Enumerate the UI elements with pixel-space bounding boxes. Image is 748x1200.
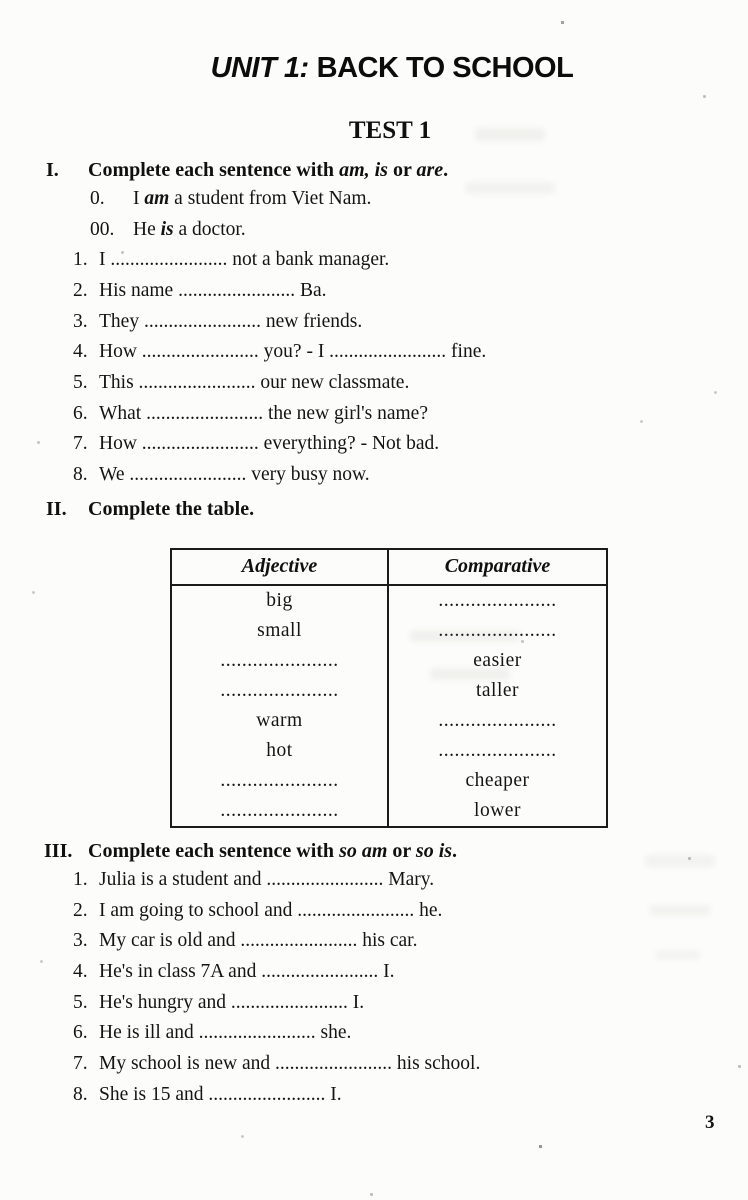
item-sentence: She is 15 and ........................ I.	[99, 1083, 342, 1105]
item-number: 4.	[73, 960, 88, 982]
item-number: 2.	[73, 899, 88, 921]
item-sentence: How ........................ everything? - Not bad.	[99, 433, 440, 455]
comparative-cell: lower	[474, 799, 521, 821]
item-number: 1.	[73, 249, 88, 271]
item-sentence: My school is new and ........................ his school.	[99, 1053, 481, 1075]
item-sentence: We ........................ very busy now.	[99, 464, 370, 486]
comparative-cell: ......................	[438, 589, 557, 611]
example-row	[0, 215, 748, 246]
exercise-item	[0, 1049, 748, 1080]
unit-number-label: UNIT 1:	[210, 52, 309, 84]
test-title: TEST 1	[348, 117, 432, 144]
item-sentence: He's in class 7A and ........................ I.	[99, 960, 395, 982]
heading-text-part: or	[387, 159, 417, 181]
adjective-cell: ......................	[171, 796, 388, 827]
table-header-row	[171, 549, 607, 585]
item-number: 1.	[73, 868, 88, 890]
item-number: 8.	[73, 464, 88, 486]
item-number: 3.	[73, 310, 88, 332]
sentence-part: He	[133, 218, 161, 240]
exercise-item	[0, 276, 748, 307]
exercise-item	[0, 245, 748, 276]
scan-smudge	[410, 630, 520, 642]
table-row	[171, 706, 607, 736]
item-number: 6.	[73, 1022, 88, 1044]
item-number: 5.	[73, 991, 88, 1013]
adjective-cell: small	[171, 616, 388, 646]
comparative-cell: ......................	[438, 709, 557, 731]
example-sentence	[133, 184, 371, 215]
item-sentence: His name ........................ Ba.	[99, 279, 327, 301]
table-row	[171, 585, 607, 616]
example-number: 0.	[90, 188, 105, 209]
heading-italic-part: are	[416, 159, 444, 181]
exercise-item	[0, 307, 748, 338]
exercise-item	[0, 988, 748, 1019]
item-number: 8.	[73, 1083, 88, 1105]
table-header-adjective: Adjective	[171, 549, 388, 585]
adjective-cell: big	[171, 585, 388, 616]
heading-italic-part: so is	[415, 839, 453, 862]
table-row	[171, 736, 607, 766]
adjective-cell: ......................	[171, 766, 388, 796]
table-header-comparative: Comparative	[388, 549, 607, 585]
exercise-item	[0, 957, 748, 988]
item-sentence: This ........................ our new classmate.	[99, 372, 410, 393]
comparative-cell: easier	[473, 649, 522, 671]
example-number: 00.	[90, 218, 115, 240]
table-row	[171, 676, 607, 706]
heading-italic-part: am, is	[339, 159, 388, 181]
item-sentence: My car is old and ........................ his car.	[99, 930, 418, 952]
item-sentence: What ........................ the new girl's name?	[99, 402, 428, 424]
example-sentence	[133, 215, 246, 246]
comparative-cell: cheaper	[465, 769, 530, 791]
scan-smudge	[650, 905, 710, 916]
item-sentence: He's hungry and ........................ I.	[99, 991, 365, 1013]
scan-smudge	[430, 668, 510, 680]
adjective-cell: warm	[171, 706, 388, 736]
adjective-cell: hot	[171, 736, 388, 766]
heading-text-part: Complete each sentence with	[88, 159, 340, 181]
table-row	[171, 796, 607, 827]
adjective-cell: ......................	[171, 676, 388, 706]
item-sentence: How ........................ you? - I ........................ fine.	[99, 341, 487, 363]
exercise-item	[0, 429, 748, 460]
scan-smudge	[475, 128, 545, 141]
section-2-heading	[0, 495, 748, 523]
comparative-cell: ......................	[438, 739, 557, 761]
item-number: 3.	[73, 930, 88, 952]
section-3-heading-text	[88, 837, 457, 865]
sentence-part: a doctor.	[173, 218, 246, 240]
section-2-heading-text: Complete the table.	[88, 497, 255, 520]
item-number: 2.	[73, 279, 88, 301]
item-number: 7.	[73, 1053, 88, 1075]
item-number: 5.	[73, 372, 88, 393]
exercise-item	[0, 896, 748, 927]
unit-title-text: BACK TO SCHOOL	[316, 52, 574, 84]
exercise-item	[0, 1080, 748, 1111]
answer-word: am	[144, 188, 170, 209]
heading-italic-part: so am	[339, 839, 388, 862]
heading-text-part: Complete each sentence with	[88, 839, 340, 862]
section-1-heading-text	[88, 156, 448, 184]
section-2-numeral: II.	[46, 497, 67, 520]
heading-text-part: .	[452, 839, 458, 862]
scan-smudge	[645, 855, 715, 867]
item-sentence: I ........................ not a bank manager.	[99, 249, 390, 271]
sentence-part: I	[133, 188, 145, 209]
item-number: 7.	[73, 433, 88, 455]
comparatives-table	[170, 548, 608, 828]
exercise-item	[0, 460, 748, 491]
adjective-cell: ......................	[171, 646, 388, 676]
section-1-numeral: I.	[46, 159, 59, 181]
page-number: 3	[705, 1112, 715, 1133]
exercise-item	[0, 1018, 748, 1049]
section-3-numeral: III.	[44, 839, 73, 862]
unit-title	[0, 0, 748, 86]
example-row	[0, 184, 748, 215]
exercise-item	[0, 368, 748, 399]
scan-speckles	[0, 0, 1, 1]
item-number: 4.	[73, 341, 88, 363]
sentence-part: a student from Viet Nam.	[169, 188, 372, 209]
item-sentence: He is ill and ........................ she.	[99, 1022, 352, 1044]
comparative-cell: ......................	[438, 619, 557, 641]
answer-word: is	[160, 218, 174, 240]
section-3-heading	[0, 837, 748, 865]
table-row	[171, 646, 607, 676]
exercise-item	[0, 399, 748, 430]
table-row	[171, 766, 607, 796]
item-sentence: They ........................ new friends.	[99, 310, 363, 332]
item-sentence: Julia is a student and ........................ Mary.	[99, 868, 435, 890]
exercise-item	[0, 337, 748, 368]
exercise-item	[0, 865, 748, 896]
scan-smudge	[655, 950, 700, 960]
table-row	[171, 616, 607, 646]
item-number: 6.	[73, 402, 88, 424]
section-1-heading	[0, 156, 748, 184]
comparative-cell: taller	[475, 679, 520, 701]
scan-smudge	[465, 182, 555, 194]
heading-text-part: or	[387, 839, 416, 862]
heading-text-part: .	[443, 159, 449, 181]
item-sentence: I am going to school and ........................ he.	[99, 899, 443, 921]
exercise-item	[0, 926, 748, 957]
